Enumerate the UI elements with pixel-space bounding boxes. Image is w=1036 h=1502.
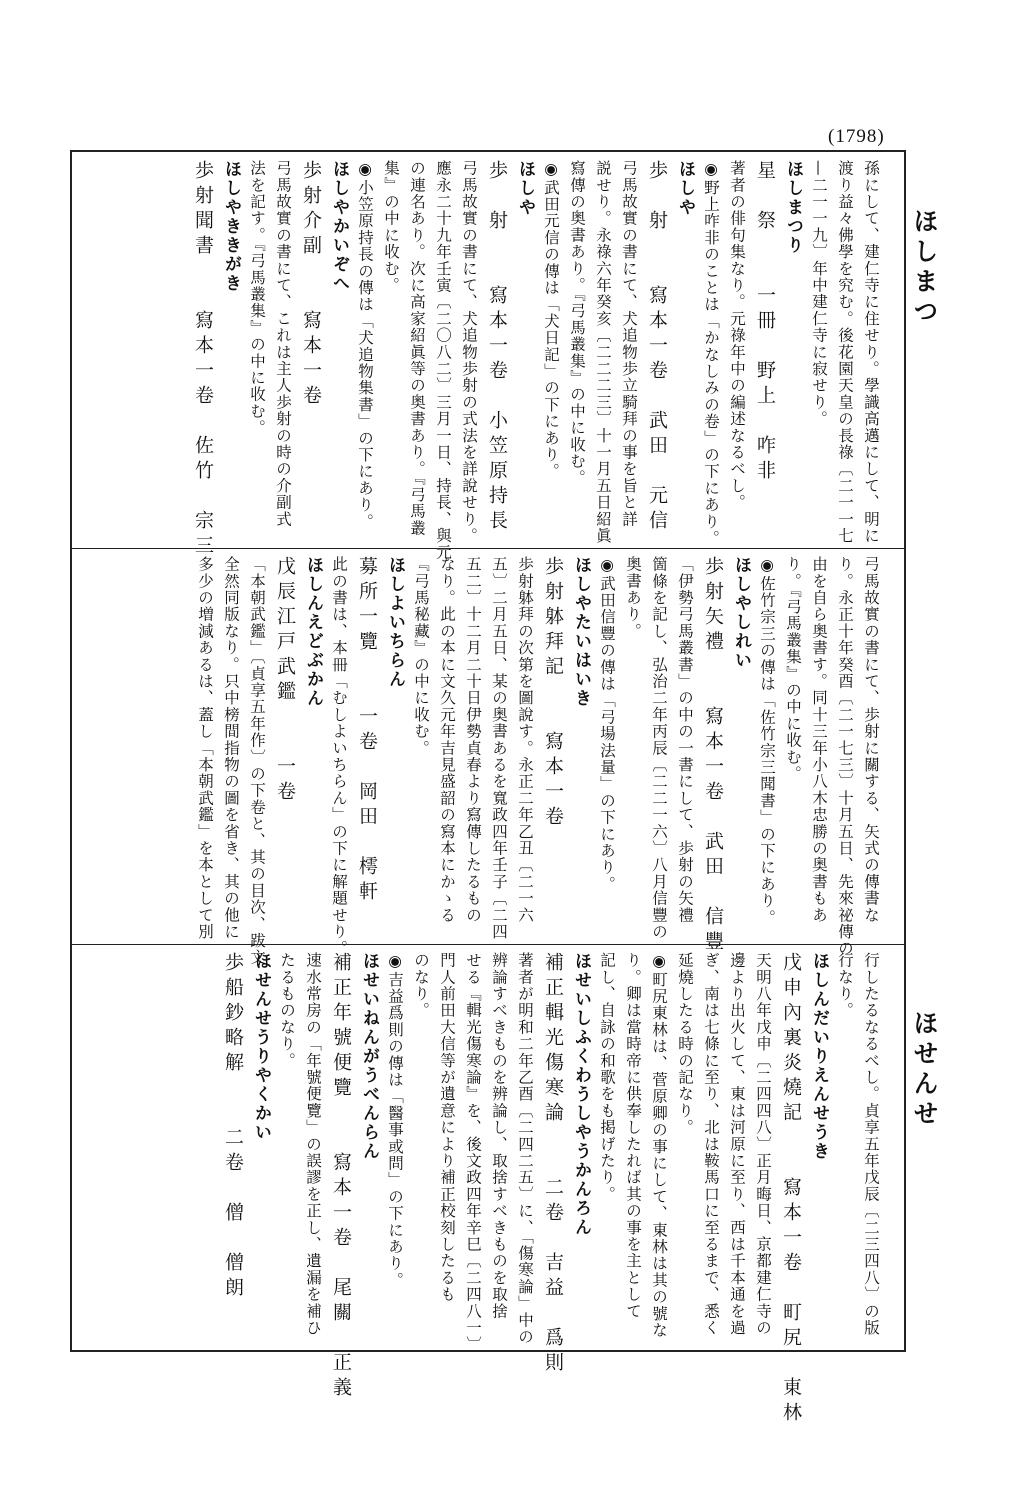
text-line: ◉武田信豐の傳は「弓場法量」の下にあり。 (598, 556, 616, 893)
entry-heading: ほしまつり (783, 160, 803, 255)
text-line: 速水常房の「年號便覽」の誤謬を正し、遺漏を補ひ (304, 952, 322, 1337)
text-line: 歩射躰拜の次第を圖說す。永正二年乙丑〔二一六 (516, 556, 534, 924)
section-top (92, 160, 884, 561)
text-line: 渡り益々佛學を究む。後花園天皇の長祿〔二一一七 (836, 160, 854, 545)
text-line: 全然同版なり。只中榜間指物の圖を省き、其の他に (222, 556, 240, 941)
entry-heading: ほせいねんがうべんらん (359, 952, 379, 1161)
entry-title: 歩船鈔略解 二卷 僧 僧朗 (222, 952, 244, 1302)
entry-title: 補正輯光傷寒論 二卷 吉益 爲則 (542, 952, 564, 1377)
entry-title: 歩 射 寫本一卷 小笠原持長 (486, 160, 508, 535)
running-header-right: ほしまつ (910, 208, 939, 328)
text-line: ぎ、南は七條に至り、北は鞍馬口に至るまで、悉く (702, 952, 720, 1337)
text-line: 多少の増減あるは、蓋し「本朝武鑑」を本として別 (196, 556, 214, 941)
text-line: 五〕二月五日、某の奥書あるを寬政四年壬子〔二四 (490, 556, 508, 941)
entry-heading: ほしよいちらん (385, 556, 405, 689)
text-line: り。永正十年癸酉〔二一七三〕十月五日、先來祕傳の (836, 556, 854, 957)
text-line: 説せり。永祿六年癸亥〔二二二三〕十一月五日紹眞 (594, 160, 612, 545)
text-line: たるものなり。 (278, 952, 296, 1069)
text-line: 『弓馬秘藏』の中に收む。 (412, 556, 430, 757)
running-header-left: ほせんせ (910, 1010, 939, 1130)
text-line: 天明八年戊申〔二四四八〕正月晦日、京都建仁寺の (754, 952, 772, 1337)
text-line: のなり。 (412, 952, 430, 1019)
text-line: 行したるなるべし。貞享五年戊辰〔二三四八〕の版 (862, 952, 880, 1337)
text-line: 記し、自詠の和歌をも掲げたり。 (598, 952, 616, 1203)
entry-heading: ほしや (675, 160, 695, 217)
entry-title: 歩射矢禮 寫本一卷 武田 信豐 (702, 556, 724, 956)
text-line: 弓馬故實の書にて、犬追物歩立騎拜の事を旨と詳 (620, 160, 638, 528)
entry-heading: ほせんせうりやくかい (251, 952, 271, 1142)
text-line: —二一一九〕年中建仁寺に寂せり。 (810, 160, 828, 428)
text-line: 由を自ら奥書す。同十三年小八木忠勝の奥書もあ (810, 556, 828, 924)
text-line: 弓馬故實の書にて、犬追物歩射の式法を詳說せり。 (460, 160, 478, 545)
text-line: 「本朝武鑑」〔貞享五年作〕の下卷と、其の目次、跋文 (248, 556, 266, 966)
section-bottom (92, 952, 884, 1427)
entry-heading: ほしや (515, 160, 535, 217)
text-line: 邊より出火して、東は河原に至り、西は千本通を過 (728, 952, 746, 1337)
text-line: なり。此の本に文久元年吉見盛韶の寫本にかゝる (438, 556, 456, 924)
entry-title: 戊申內裏炎燒記 寫本一卷 町尻 東林 (780, 952, 802, 1427)
text-line: 著者が明和二年乙酉〔二四二五〕に、「傷寒論」中の (516, 952, 534, 1346)
page-number: (1798) (828, 126, 885, 147)
text-line: 寫傳の奥書あり。『弓馬叢集』の中に收む。 (568, 160, 586, 487)
entry-title: 補正年號便覽 寫本一卷 尾關 正義 (330, 952, 352, 1402)
entry-heading: ほしやかいぞへ (329, 160, 349, 293)
text-line: 應永二十九年壬寅〔二〇八二〕三月一日、持長、與元 (434, 160, 452, 561)
section-middle (92, 556, 884, 966)
text-line: 此の書は、本冊「むしよいちらん」の下に解題せり。 (330, 556, 348, 957)
entry-heading: ほしんだいりえんせうき (809, 952, 829, 1161)
frame-top-rule (70, 150, 904, 152)
text-line: 延燒したる時の記なり。 (676, 952, 694, 1136)
entry-heading: ほしやききがき (221, 160, 241, 293)
entry-heading: ほしやしれい (731, 556, 751, 670)
text-line: 「伊勢弓馬叢書」の中の一書にして、歩射の矢禮 (676, 556, 694, 924)
entry-heading: ほせいしふくわうしやうかんろん (571, 952, 591, 1237)
entry-title: 歩射躰拜記 寫本一卷 (542, 556, 564, 831)
text-line: ◉武田元信の傳は「犬日記」の下にあり。 (542, 160, 560, 480)
text-line: ◉佐竹宗三の傳は「佐竹宗三聞書」の下にあり。 (758, 556, 776, 926)
text-line: り。卿は當時帝に供奉したれば其の事を主として (624, 952, 642, 1320)
text-line: 門人前田大信等が遺意により補正校刻したるも (438, 952, 456, 1303)
text-line: 法を記す。『弓馬叢集』の中に收む。 (248, 160, 266, 437)
text-line: 弓馬故實の書にて、これは主人歩射の時の介副式 (274, 160, 292, 528)
text-line: せる『輯光傷寒論』を、後文政四年辛巳〔二四八一〕 (464, 952, 482, 1353)
entry-title: 歩 射 寫本一卷 武田 元信 (646, 160, 668, 535)
entry-title: 募所一覽 一卷 岡田 樗軒 (356, 556, 378, 906)
text-line: 著者の俳句集なり。元祿年中の編述なるべし。 (728, 160, 746, 511)
entry-title: 歩射介副 寫本一卷 (300, 160, 322, 410)
section-divider (70, 944, 904, 945)
text-line: 辨論すべきものを辨論し、取捨すべきものを取捨 (490, 952, 508, 1320)
text-line: 集』の中に收む。 (382, 160, 400, 294)
text-line: 奥書あり。 (624, 556, 642, 640)
text-line: ◉小笠原持長の傳は「犬追物集書」の下にあり。 (356, 160, 374, 530)
entry-title: 星 祭 一冊 野上 咋非 (754, 160, 776, 485)
text-line: ◉吉益爲則の傳は「醫事或問」の下にあり。 (386, 952, 404, 1289)
text-line: の連名あり。次に高家紹眞等の奥書あり。『弓馬叢 (408, 160, 426, 537)
text-line: 五二〕十二月二十日伊勢貞春より寫傳したるもの (464, 556, 482, 924)
entry-title: 歩射聞書 寫本一卷 佐竹 宗三 (192, 160, 214, 560)
entry-title: 戊辰江戸武鑑 一卷 (274, 556, 296, 806)
entry-heading: ほしんえどぶかん (303, 556, 323, 708)
entry-heading: ほしやたいはいき (571, 556, 591, 708)
text-line: 孫にして、建仁寺に住せり。學識高邁にして、明に (862, 160, 880, 545)
text-line: 行なり。 (836, 952, 854, 1019)
text-line: り。『弓馬叢集』の中に收む。 (784, 556, 802, 783)
text-line: ◉町尻東林は、菅原卿の事にして、東林は其の號な (650, 952, 668, 1339)
text-line: 箇條を記し、弘治二年丙辰〔二二一六〕八月信豐の (650, 556, 668, 941)
text-line: 弓馬故實の書にて、歩射に關する、矢式の傳書な (862, 556, 880, 924)
text-line: ◉野上咋非のことは「かなしみの卷」の下にあり。 (702, 160, 720, 547)
